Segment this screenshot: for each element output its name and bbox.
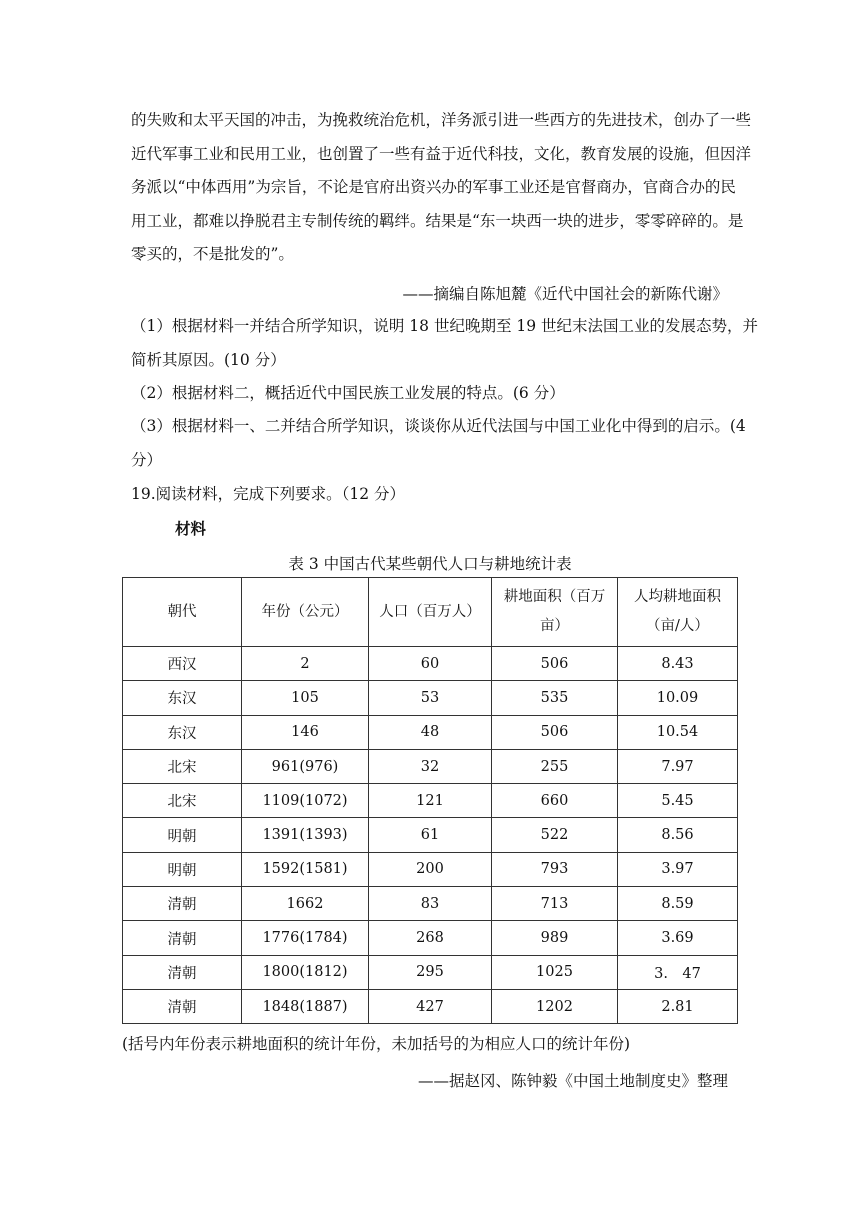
cell-land: 713 bbox=[492, 887, 618, 921]
question-1-line-2: 简析其原因。(10 分） bbox=[131, 350, 286, 369]
cell-per-capita: 10.09 bbox=[618, 681, 738, 715]
cell-population: 427 bbox=[369, 989, 492, 1023]
cell-year: 1848(1887) bbox=[242, 989, 369, 1023]
question-2-text: （2）根据材料二，概括近代中国民族工业发展的特点。(6 分） bbox=[131, 384, 565, 402]
cell-population: 295 bbox=[369, 955, 492, 989]
material-label bbox=[175, 512, 206, 546]
header-land-line-1: 耕地面积（百万 bbox=[503, 589, 606, 605]
cell-dynasty: 东汉 bbox=[123, 681, 242, 715]
material-two-citation: ——摘编自陈旭麓《近代中国社会的新陈代谢》 bbox=[402, 285, 728, 303]
table-row bbox=[123, 715, 738, 749]
cell-year: 1800(1812) bbox=[242, 955, 369, 989]
material-two-paragraph bbox=[131, 104, 752, 272]
cell-per-capita: 8.59 bbox=[618, 887, 738, 921]
table-row bbox=[123, 989, 738, 1023]
cell-per-capita: 3.69 bbox=[618, 921, 738, 955]
cell-land: 660 bbox=[492, 784, 618, 818]
header-per-capita-line-2: （亩/人） bbox=[646, 618, 709, 634]
header-dynasty: 朝代 bbox=[123, 578, 242, 647]
cell-year: 1776(1784) bbox=[242, 921, 369, 955]
cell-year: 1109(1072) bbox=[242, 784, 369, 818]
cell-year: 961(976) bbox=[242, 749, 369, 783]
cell-population: 32 bbox=[369, 749, 492, 783]
table-row bbox=[123, 887, 738, 921]
cell-dynasty: 明朝 bbox=[123, 818, 242, 852]
header-land-line-2: 亩） bbox=[540, 618, 569, 634]
cell-land: 989 bbox=[492, 921, 618, 955]
header-land bbox=[492, 578, 618, 647]
question-3-line-2: 分） bbox=[131, 450, 163, 469]
cell-dynasty: 北宋 bbox=[123, 749, 242, 783]
cell-dynasty: 清朝 bbox=[123, 989, 242, 1023]
cell-dynasty: 清朝 bbox=[123, 921, 242, 955]
cell-land: 255 bbox=[492, 749, 618, 783]
table-row bbox=[123, 784, 738, 818]
header-per-capita bbox=[618, 578, 738, 647]
cell-land: 506 bbox=[492, 715, 618, 749]
table-caption: 表 3 中国古代某些朝代人口与耕地统计表 bbox=[288, 555, 572, 573]
cell-dynasty: 东汉 bbox=[123, 715, 242, 749]
cell-year: 1662 bbox=[242, 887, 369, 921]
cell-per-capita: 5.45 bbox=[618, 784, 738, 818]
cell-year: 146 bbox=[242, 715, 369, 749]
cell-population: 83 bbox=[369, 887, 492, 921]
cell-per-capita: 3. 47 bbox=[618, 955, 738, 989]
paragraph-line: 零买的，不是批发的”。 bbox=[131, 245, 294, 263]
material-label-text: 材料 bbox=[175, 519, 207, 538]
cell-year: 2 bbox=[242, 647, 369, 681]
question-3 bbox=[131, 410, 746, 477]
question-19-title-text: 19.阅读材料，完成下列要求。（12 分） bbox=[131, 485, 406, 503]
cell-population: 121 bbox=[369, 784, 492, 818]
cell-land: 1202 bbox=[492, 989, 618, 1023]
paragraph-line: 用工业，都难以挣脱君主专制传统的羁绊。结果是“东一块西一块的进步，零零碎碎的。是 bbox=[131, 211, 744, 230]
question-1-line-1: （1）根据材料一并结合所学知识，说明 18 世纪晚期至 19 世纪末法国工业的发展态势，并 bbox=[131, 317, 759, 335]
cell-dynasty: 明朝 bbox=[123, 852, 242, 886]
cell-population: 61 bbox=[369, 818, 492, 852]
question-19-title bbox=[131, 478, 405, 512]
cell-year: 1391(1393) bbox=[242, 818, 369, 852]
cell-population: 48 bbox=[369, 715, 492, 749]
cell-dynasty: 北宋 bbox=[123, 784, 242, 818]
cell-year: 105 bbox=[242, 681, 369, 715]
table-header-row bbox=[123, 578, 738, 647]
cell-dynasty: 清朝 bbox=[123, 955, 242, 989]
paragraph-line: 近代军事工业和民用工业，也创置了一些有益于近代科技，文化，教育发展的设施，但因洋 bbox=[131, 144, 752, 163]
question-3-line-1: （3）根据材料一、二并结合所学知识，谈谈你从近代法国与中国工业化中得到的启示。(4 bbox=[131, 417, 746, 435]
table-row bbox=[123, 818, 738, 852]
cell-land: 793 bbox=[492, 852, 618, 886]
table-note: (括号内年份表示耕地面积的统计年份，未加括号的为相应人口的统计年份) bbox=[122, 1035, 631, 1053]
cell-per-capita: 3.97 bbox=[618, 852, 738, 886]
cell-land: 522 bbox=[492, 818, 618, 852]
cell-per-capita: 8.43 bbox=[618, 647, 738, 681]
cell-land: 535 bbox=[492, 681, 618, 715]
table-row bbox=[123, 955, 738, 989]
table-row bbox=[123, 852, 738, 886]
table-row bbox=[123, 647, 738, 681]
cell-per-capita: 10.54 bbox=[618, 715, 738, 749]
header-population: 人口（百万人） bbox=[369, 578, 492, 647]
cell-per-capita: 8.56 bbox=[618, 818, 738, 852]
paragraph-line: 的失败和太平天国的冲击，为挽救统治危机，洋务派引进一些西方的先进技术，创办了一些 bbox=[131, 111, 752, 129]
table-row bbox=[123, 681, 738, 715]
question-2 bbox=[131, 377, 565, 411]
cell-dynasty: 清朝 bbox=[123, 887, 242, 921]
table-row bbox=[123, 921, 738, 955]
cell-land: 506 bbox=[492, 647, 618, 681]
table-row bbox=[123, 749, 738, 783]
cell-per-capita: 2.81 bbox=[618, 989, 738, 1023]
cell-per-capita: 7.97 bbox=[618, 749, 738, 783]
population-land-table bbox=[122, 577, 738, 1024]
cell-population: 268 bbox=[369, 921, 492, 955]
cell-dynasty: 西汉 bbox=[123, 647, 242, 681]
header-per-capita-line-1: 人均耕地面积 bbox=[634, 589, 721, 605]
question-1 bbox=[131, 310, 758, 377]
cell-population: 53 bbox=[369, 681, 492, 715]
cell-population: 60 bbox=[369, 647, 492, 681]
table-source: ——据赵冈、陈钟毅《中国土地制度史》整理 bbox=[417, 1072, 728, 1090]
cell-population: 200 bbox=[369, 852, 492, 886]
paragraph-line: 务派以“中体西用”为宗旨，不论是官府出资兴办的军事工业还是官督商办，官商合办的民 bbox=[131, 178, 736, 196]
cell-year: 1592(1581) bbox=[242, 852, 369, 886]
header-year: 年份（公元） bbox=[242, 578, 369, 647]
cell-land: 1025 bbox=[492, 955, 618, 989]
